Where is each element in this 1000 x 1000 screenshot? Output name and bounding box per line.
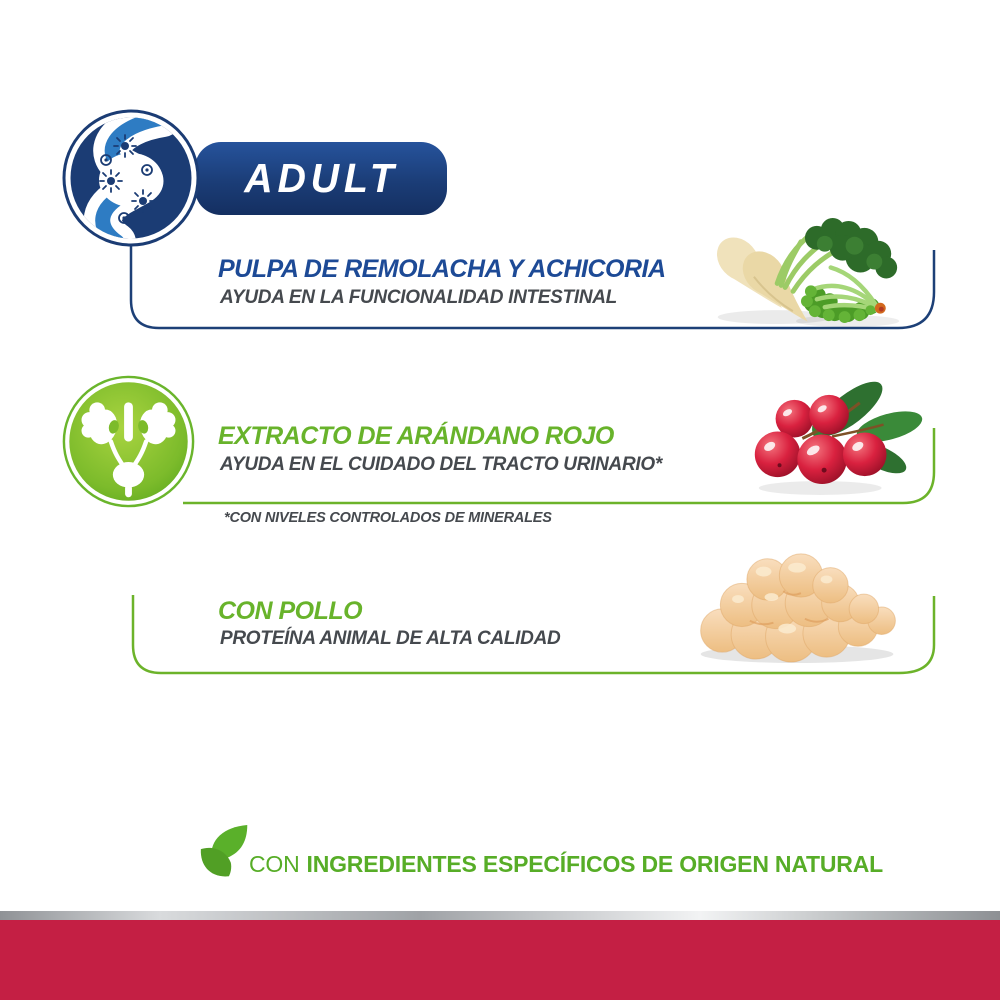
adult-banner	[195, 142, 447, 215]
beet-chicory-image	[686, 212, 914, 331]
footer-claim	[249, 852, 883, 877]
urinary-tract-icon	[60, 373, 197, 510]
section1-subtitle: AYUDA EN LA FUNCIONALIDAD INTESTINAL	[220, 287, 617, 308]
leaf-sprout-icon	[197, 823, 255, 885]
cranberries-image	[733, 367, 941, 506]
footer-claim-text: INGREDIENTES ESPECÍFICOS DE ORIGEN NATURAL	[306, 851, 883, 877]
section2-subtitle: AYUDA EN EL CUIDADO DEL TRACTO URINARIO*	[220, 454, 662, 475]
chicken-chunks-image	[681, 540, 917, 668]
section2-footnote: *CON NIVELES CONTROLADOS DE MINERALES	[224, 510, 552, 526]
silver-stripe	[0, 911, 1000, 920]
section3-subtitle: PROTEÍNA ANIMAL DE ALTA CALIDAD	[220, 628, 561, 649]
adult-banner-label: ADULT	[243, 155, 399, 201]
intestine-icon	[61, 108, 201, 248]
section1-title: PULPA DE REMOLACHA Y ACHICORIA	[218, 255, 666, 283]
section2-title: EXTRACTO DE ARÁNDANO ROJO	[218, 422, 614, 450]
footer-claim-prefix: CON	[249, 851, 300, 877]
red-band	[0, 920, 1000, 1000]
section3-title: CON POLLO	[218, 597, 363, 625]
